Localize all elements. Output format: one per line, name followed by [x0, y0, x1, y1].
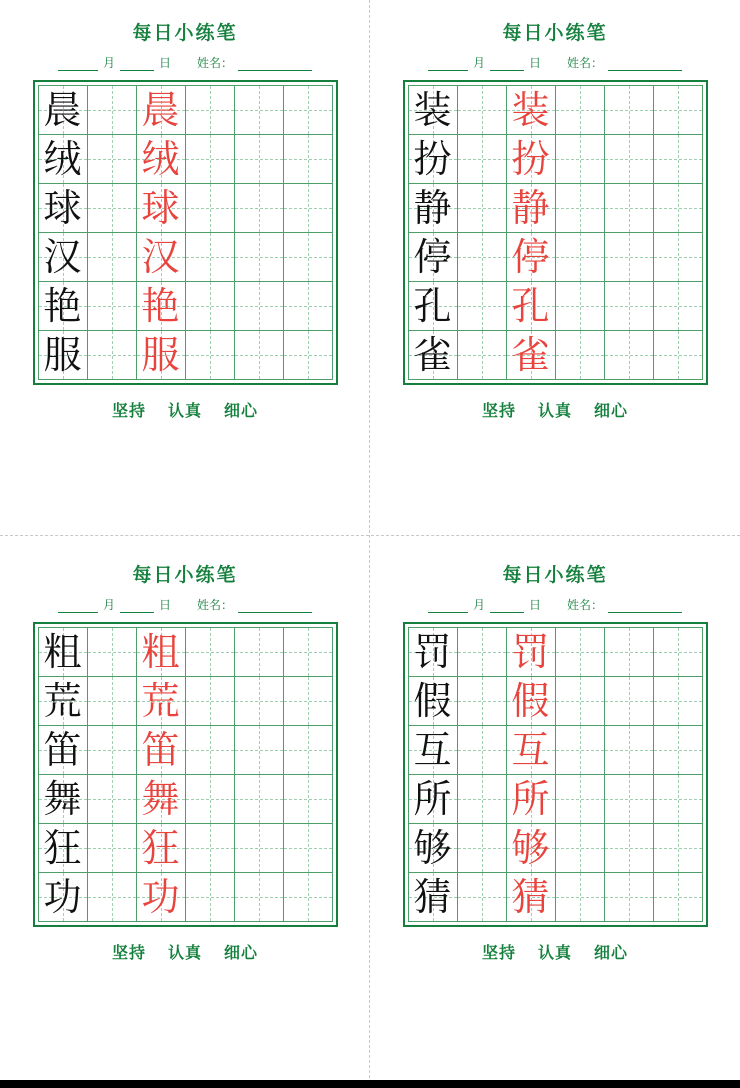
grid-frame — [403, 80, 708, 385]
grid-cell-blank[interactable] — [87, 282, 136, 331]
grid-cell-blank[interactable] — [185, 824, 234, 873]
grid-cell-blank[interactable] — [87, 824, 136, 873]
trace-character: 所 — [511, 777, 550, 821]
grid-cell-blank[interactable] — [604, 775, 653, 824]
grid-cell-blank[interactable] — [234, 135, 283, 184]
grid-cell-blank[interactable] — [87, 775, 136, 824]
grid-cell-blank[interactable] — [234, 86, 283, 135]
model-character: 球 — [43, 186, 82, 230]
grid-cell-blank[interactable] — [555, 184, 604, 233]
table-row — [38, 677, 332, 726]
grid-cell-blank[interactable] — [555, 86, 604, 135]
grid-cell-blank[interactable] — [185, 873, 234, 922]
grid-cell-blank[interactable] — [234, 628, 283, 677]
grid-cell-blank[interactable] — [87, 628, 136, 677]
slogan-word: 坚持 — [481, 401, 516, 420]
day-label: 日 — [528, 56, 541, 70]
grid-cell-blank[interactable] — [604, 726, 653, 775]
model-character: 笛 — [43, 728, 82, 772]
name-label: 姓名： — [567, 56, 604, 70]
grid-cell-blank[interactable] — [234, 282, 283, 331]
name-input-blank[interactable] — [608, 59, 682, 71]
model-character: 狂 — [43, 826, 82, 870]
grid-cell-trace[interactable] — [136, 873, 185, 922]
slogan-word: 认真 — [167, 401, 202, 420]
table-row — [408, 282, 702, 331]
grid-cell-blank[interactable] — [283, 775, 332, 824]
table-row — [408, 873, 702, 922]
grid-cell-model[interactable] — [38, 86, 87, 135]
grid-cell-blank[interactable] — [604, 873, 653, 922]
trace-character: 够 — [511, 826, 550, 870]
table-row — [408, 86, 702, 135]
grid-cell-trace[interactable] — [136, 135, 185, 184]
grid-cell-blank[interactable] — [185, 282, 234, 331]
grid-cell-blank[interactable] — [457, 873, 506, 922]
grid-cell-model[interactable] — [408, 726, 457, 775]
grid-cell-blank[interactable] — [555, 282, 604, 331]
table-row — [408, 775, 702, 824]
model-character: 孔 — [413, 284, 452, 328]
grid-cell-trace[interactable] — [506, 233, 555, 282]
grid-cell-blank[interactable] — [283, 135, 332, 184]
model-character: 舞 — [43, 777, 82, 821]
day-input-blank[interactable] — [120, 601, 154, 613]
grid-cell-model[interactable] — [38, 726, 87, 775]
grid-cell-blank[interactable] — [185, 775, 234, 824]
grid-cell-blank[interactable] — [283, 677, 332, 726]
character-grid — [38, 627, 333, 922]
trace-character: 艳 — [141, 284, 180, 328]
grid-cell-trace[interactable] — [506, 873, 555, 922]
grid-cell-blank[interactable] — [653, 282, 702, 331]
grid-cell-blank[interactable] — [283, 282, 332, 331]
table-row — [408, 135, 702, 184]
slogan-word: 细心 — [224, 943, 259, 962]
grid-cell-blank[interactable] — [457, 677, 506, 726]
grid-cell-blank[interactable] — [604, 282, 653, 331]
table-row — [38, 233, 332, 282]
grid-cell-blank[interactable] — [555, 628, 604, 677]
grid-cell-trace[interactable] — [506, 282, 555, 331]
trace-character: 荒 — [141, 679, 180, 723]
grid-cell-blank[interactable] — [283, 628, 332, 677]
grid-cell-blank[interactable] — [87, 677, 136, 726]
month-label: 月 — [102, 56, 115, 70]
grid-cell-blank[interactable] — [87, 726, 136, 775]
grid-cell-blank[interactable] — [283, 824, 332, 873]
grid-cell-blank[interactable] — [555, 135, 604, 184]
grid-cell-blank[interactable] — [555, 726, 604, 775]
grid-cell-blank[interactable] — [283, 726, 332, 775]
model-character: 装 — [413, 88, 452, 132]
slogan-word: 认真 — [537, 401, 572, 420]
table-row — [38, 184, 332, 233]
trace-character: 绒 — [141, 137, 180, 181]
table-row — [38, 135, 332, 184]
model-character: 汉 — [43, 235, 82, 279]
grid-cell-trace[interactable] — [506, 86, 555, 135]
table-row — [38, 628, 332, 677]
grid-cell-trace[interactable] — [136, 726, 185, 775]
grid-cell-model[interactable] — [408, 331, 457, 380]
grid-cell-blank[interactable] — [185, 628, 234, 677]
trace-character: 装 — [511, 88, 550, 132]
grid-cell-blank[interactable] — [604, 331, 653, 380]
grid-cell-blank[interactable] — [653, 873, 702, 922]
model-character: 互 — [413, 728, 452, 772]
grid-cell-blank[interactable] — [185, 184, 234, 233]
month-label: 月 — [472, 56, 485, 70]
model-character: 静 — [413, 186, 452, 230]
horizontal-cut-guide — [0, 535, 740, 536]
table-row — [408, 331, 702, 380]
model-character: 艳 — [43, 284, 82, 328]
slogan-word: 认真 — [537, 943, 572, 962]
grid-cell-model[interactable] — [38, 873, 87, 922]
table-row — [38, 775, 332, 824]
grid-cell-blank[interactable] — [185, 726, 234, 775]
day-label: 日 — [528, 598, 541, 612]
slogan-word: 坚持 — [111, 943, 146, 962]
grid-cell-trace[interactable] — [136, 775, 185, 824]
grid-cell-blank[interactable] — [87, 873, 136, 922]
grid-cell-trace[interactable] — [506, 628, 555, 677]
table-row — [408, 233, 702, 282]
model-character: 停 — [413, 235, 452, 279]
meta-row — [58, 54, 312, 71]
grid-cell-blank[interactable] — [653, 184, 702, 233]
footer-slogan — [112, 398, 258, 421]
grid-cell-model[interactable] — [408, 135, 457, 184]
slogan-word: 细心 — [224, 401, 259, 420]
trace-character: 互 — [511, 728, 550, 772]
grid-cell-blank[interactable] — [234, 726, 283, 775]
character-grid — [38, 85, 333, 380]
grid-frame — [33, 622, 338, 927]
meta-row — [428, 54, 682, 71]
grid-cell-blank[interactable] — [234, 824, 283, 873]
name-label: 姓名： — [197, 598, 234, 612]
grid-cell-blank[interactable] — [653, 331, 702, 380]
day-label: 日 — [158, 598, 171, 612]
trace-character: 功 — [141, 875, 180, 919]
page-title: 每日小练笔 — [132, 22, 238, 44]
grid-cell-blank[interactable] — [604, 135, 653, 184]
table-row — [408, 184, 702, 233]
practice-sheet-4 — [370, 560, 740, 963]
grid-cell-trace[interactable] — [506, 331, 555, 380]
grid-cell-blank[interactable] — [234, 331, 283, 380]
table-row — [408, 677, 702, 726]
grid-cell-blank[interactable] — [604, 628, 653, 677]
grid-cell-model[interactable] — [408, 628, 457, 677]
grid-cell-blank[interactable] — [457, 233, 506, 282]
grid-cell-blank[interactable] — [87, 331, 136, 380]
grid-cell-blank[interactable] — [283, 233, 332, 282]
grid-cell-blank[interactable] — [87, 135, 136, 184]
grid-cell-blank[interactable] — [555, 677, 604, 726]
day-label: 日 — [158, 56, 171, 70]
model-character: 粗 — [43, 630, 82, 674]
grid-cell-blank[interactable] — [457, 331, 506, 380]
trace-character: 静 — [511, 186, 550, 230]
table-row — [38, 331, 332, 380]
trace-character: 球 — [141, 186, 180, 230]
model-character: 假 — [413, 679, 452, 723]
model-character: 所 — [413, 777, 452, 821]
name-input-blank[interactable] — [238, 601, 312, 613]
page-title: 每日小练笔 — [502, 564, 608, 586]
grid-cell-blank[interactable] — [555, 824, 604, 873]
model-character: 绒 — [43, 137, 82, 181]
trace-character: 扮 — [511, 137, 550, 181]
grid-cell-blank[interactable] — [555, 873, 604, 922]
month-input-blank[interactable] — [58, 59, 98, 71]
grid-cell-blank[interactable] — [283, 184, 332, 233]
grid-cell-blank[interactable] — [555, 331, 604, 380]
model-character: 雀 — [413, 333, 452, 377]
grid-cell-blank[interactable] — [185, 86, 234, 135]
grid-cell-blank[interactable] — [234, 233, 283, 282]
month-input-blank[interactable] — [428, 59, 468, 71]
grid-cell-model[interactable] — [38, 775, 87, 824]
grid-cell-trace[interactable] — [136, 628, 185, 677]
grid-frame — [33, 80, 338, 385]
grid-cell-blank[interactable] — [457, 726, 506, 775]
trace-character: 晨 — [141, 88, 180, 132]
page-title: 每日小练笔 — [502, 22, 608, 44]
grid-cell-trace[interactable] — [136, 282, 185, 331]
grid-cell-model[interactable] — [408, 677, 457, 726]
grid-cell-blank[interactable] — [283, 86, 332, 135]
grid-cell-model[interactable] — [38, 184, 87, 233]
trace-character: 猜 — [511, 875, 550, 919]
grid-cell-blank[interactable] — [653, 628, 702, 677]
grid-cell-model[interactable] — [408, 824, 457, 873]
grid-cell-trace[interactable] — [136, 824, 185, 873]
model-character: 功 — [43, 875, 82, 919]
page-bottom-bar — [0, 1080, 740, 1088]
table-row — [38, 282, 332, 331]
grid-cell-model[interactable] — [38, 282, 87, 331]
footer-slogan — [112, 940, 258, 963]
table-row — [38, 726, 332, 775]
month-label: 月 — [472, 598, 485, 612]
grid-cell-blank[interactable] — [283, 331, 332, 380]
grid-cell-blank[interactable] — [87, 184, 136, 233]
name-input-blank[interactable] — [238, 59, 312, 71]
table-row — [38, 86, 332, 135]
grid-cell-blank[interactable] — [457, 775, 506, 824]
grid-cell-trace[interactable] — [136, 233, 185, 282]
trace-character: 假 — [511, 679, 550, 723]
grid-cell-blank[interactable] — [185, 677, 234, 726]
grid-cell-blank[interactable] — [604, 184, 653, 233]
grid-cell-trace[interactable] — [506, 677, 555, 726]
grid-cell-blank[interactable] — [555, 233, 604, 282]
grid-cell-blank[interactable] — [87, 233, 136, 282]
table-row — [408, 726, 702, 775]
grid-cell-blank[interactable] — [555, 775, 604, 824]
table-row — [38, 873, 332, 922]
model-character: 猜 — [413, 875, 452, 919]
trace-character: 孔 — [511, 284, 550, 328]
character-grid — [408, 627, 703, 922]
grid-cell-blank[interactable] — [234, 775, 283, 824]
table-row — [408, 628, 702, 677]
grid-cell-blank[interactable] — [234, 184, 283, 233]
grid-cell-trace[interactable] — [136, 677, 185, 726]
footer-slogan — [482, 398, 628, 421]
grid-cell-blank[interactable] — [457, 824, 506, 873]
grid-cell-blank[interactable] — [653, 233, 702, 282]
page-title: 每日小练笔 — [132, 564, 238, 586]
day-input-blank[interactable] — [120, 59, 154, 71]
grid-cell-blank[interactable] — [653, 135, 702, 184]
trace-character: 服 — [141, 333, 180, 377]
grid-cell-model[interactable] — [408, 86, 457, 135]
name-input-blank[interactable] — [608, 601, 682, 613]
model-character: 扮 — [413, 137, 452, 181]
trace-character: 雀 — [511, 333, 550, 377]
trace-character: 粗 — [141, 630, 180, 674]
grid-cell-blank[interactable] — [604, 677, 653, 726]
character-grid — [408, 85, 703, 380]
footer-slogan — [482, 940, 628, 963]
grid-cell-blank[interactable] — [283, 873, 332, 922]
trace-character: 停 — [511, 235, 550, 279]
grid-cell-blank[interactable] — [653, 726, 702, 775]
grid-cell-model[interactable] — [408, 233, 457, 282]
trace-character: 罚 — [511, 630, 550, 674]
trace-character: 舞 — [141, 777, 180, 821]
grid-cell-blank[interactable] — [653, 677, 702, 726]
grid-cell-blank[interactable] — [457, 86, 506, 135]
grid-cell-blank[interactable] — [457, 282, 506, 331]
day-input-blank[interactable] — [490, 59, 524, 71]
trace-character: 狂 — [141, 826, 180, 870]
slogan-word: 细心 — [594, 943, 629, 962]
grid-cell-model[interactable] — [38, 233, 87, 282]
grid-cell-blank[interactable] — [234, 677, 283, 726]
grid-cell-blank[interactable] — [653, 824, 702, 873]
model-character: 晨 — [43, 88, 82, 132]
grid-cell-trace[interactable] — [136, 184, 185, 233]
grid-cell-blank[interactable] — [604, 233, 653, 282]
model-character: 服 — [43, 333, 82, 377]
day-input-blank[interactable] — [490, 601, 524, 613]
trace-character: 笛 — [141, 728, 180, 772]
grid-cell-trace[interactable] — [506, 824, 555, 873]
slogan-word: 坚持 — [111, 401, 146, 420]
meta-row — [58, 596, 312, 613]
slogan-word: 坚持 — [481, 943, 516, 962]
grid-cell-model[interactable] — [38, 677, 87, 726]
grid-cell-blank[interactable] — [457, 628, 506, 677]
practice-sheet-2 — [370, 18, 740, 421]
grid-cell-model[interactable] — [408, 775, 457, 824]
grid-cell-model[interactable] — [38, 331, 87, 380]
grid-cell-blank[interactable] — [185, 331, 234, 380]
grid-cell-blank[interactable] — [653, 86, 702, 135]
grid-cell-blank[interactable] — [653, 775, 702, 824]
model-character: 够 — [413, 826, 452, 870]
grid-cell-blank[interactable] — [185, 233, 234, 282]
grid-cell-model[interactable] — [38, 628, 87, 677]
grid-cell-trace[interactable] — [506, 775, 555, 824]
table-row — [38, 824, 332, 873]
grid-cell-trace[interactable] — [506, 135, 555, 184]
model-character: 罚 — [413, 630, 452, 674]
name-label: 姓名： — [567, 598, 604, 612]
table-row — [408, 824, 702, 873]
grid-cell-blank[interactable] — [87, 86, 136, 135]
grid-cell-trace[interactable] — [506, 726, 555, 775]
slogan-word: 细心 — [594, 401, 629, 420]
month-label: 月 — [102, 598, 115, 612]
name-label: 姓名： — [197, 56, 234, 70]
grid-cell-blank[interactable] — [457, 184, 506, 233]
grid-cell-trace[interactable] — [136, 331, 185, 380]
meta-row — [428, 596, 682, 613]
grid-cell-model[interactable] — [408, 184, 457, 233]
grid-cell-trace[interactable] — [506, 184, 555, 233]
practice-sheet-1 — [0, 18, 370, 421]
trace-character: 汉 — [141, 235, 180, 279]
grid-cell-blank[interactable] — [604, 86, 653, 135]
grid-cell-blank[interactable] — [234, 873, 283, 922]
grid-cell-model[interactable] — [38, 824, 87, 873]
month-input-blank[interactable] — [428, 601, 468, 613]
practice-sheet-3 — [0, 560, 370, 963]
slogan-word: 认真 — [167, 943, 202, 962]
grid-cell-model[interactable] — [38, 135, 87, 184]
grid-cell-trace[interactable] — [136, 86, 185, 135]
grid-cell-model[interactable] — [408, 282, 457, 331]
grid-cell-blank[interactable] — [185, 135, 234, 184]
grid-cell-model[interactable] — [408, 873, 457, 922]
model-character: 荒 — [43, 679, 82, 723]
grid-cell-blank[interactable] — [457, 135, 506, 184]
month-input-blank[interactable] — [58, 601, 98, 613]
grid-frame — [403, 622, 708, 927]
grid-cell-blank[interactable] — [604, 824, 653, 873]
